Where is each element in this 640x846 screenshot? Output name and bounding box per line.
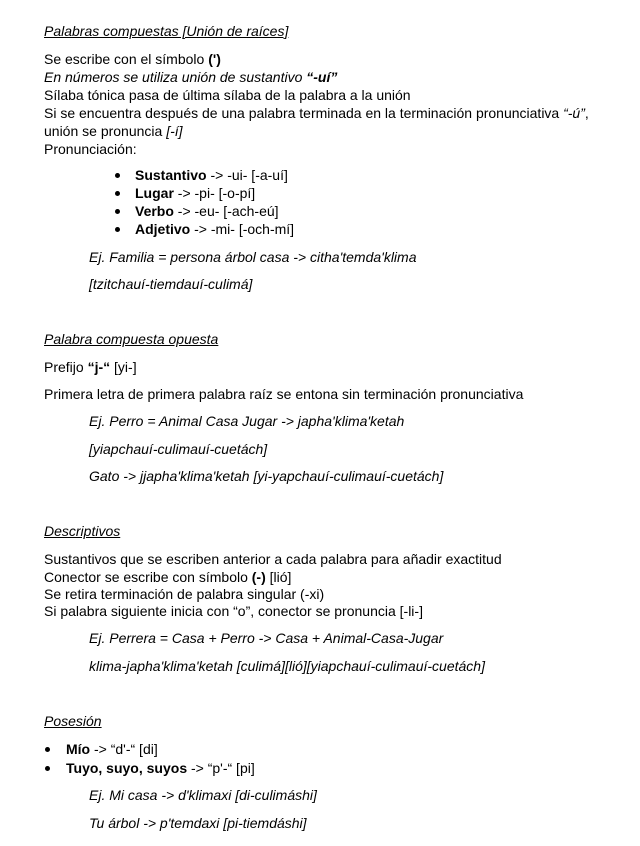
example-line: Tu árbol -> p'temdaxi [pi-tiemdáshi] [89, 815, 307, 831]
bullet-dot [115, 191, 120, 196]
text-line: Prefijo “j-“ [yi-] [44, 359, 137, 375]
text-line: Sustantivos que se escriben anterior a cada palabra para añadir exactitud [44, 551, 502, 567]
list-item: Tuyo, suyo, suyos -> “p'-“ [pi] [66, 760, 255, 776]
bullet-dot [45, 747, 50, 752]
example-line: Ej. Mi casa -> d'klimaxi [di-culimáshi] [89, 787, 317, 803]
list-item: Verbo -> -eu- [-ach-eú] [135, 203, 279, 219]
text-line: Si se encuentra después de una palabra terminada en la terminación pronunciativa “-ú”, [44, 105, 589, 121]
text-line: Si palabra siguiente inicia con “o”, conector se pronuncia [-li-] [44, 603, 423, 619]
list-item: Sustantivo -> -ui- [-a-uí] [135, 167, 288, 183]
text-line: En números se utiliza unión de sustantivo “-uí” [44, 69, 338, 85]
bullet-dot [115, 209, 120, 214]
list-item: Mío -> “d'-“ [di] [66, 741, 158, 757]
list-item: Adjetivo -> -mi- [-och-mí] [135, 221, 295, 237]
section-heading-palabras-compuestas: Palabras compuestas [Unión de raíces] [44, 23, 289, 39]
list-item: Lugar -> -pi- [-o-pí] [135, 185, 256, 201]
text-line: Se escribe con el símbolo (') [44, 51, 221, 67]
example-line: klima-japha'klima'ketah [culimá][lió][yiapchauí-culimauí-cuetách] [89, 658, 485, 674]
example-line: [yiapchauí-culimauí-cuetách] [89, 441, 268, 457]
example-line: Ej. Perrera = Casa + Perro -> Casa + Animal-Casa-Jugar [89, 630, 444, 646]
text-line: Primera letra de primera palabra raíz se entona sin terminación pronunciativa [44, 386, 524, 402]
section-heading-descriptivos: Descriptivos [44, 523, 121, 539]
text-line: Sílaba tónica pasa de última sílaba de la palabra a la unión [44, 87, 411, 103]
bullet-dot [45, 766, 50, 771]
section-heading-posesion: Posesión [44, 713, 102, 729]
example-line: [tzitchauí-tiemdauí-culimá] [89, 276, 253, 292]
text-line: Pronunciación: [44, 141, 137, 157]
section-heading-palabra-compuesta-opuesta: Palabra compuesta opuesta [44, 331, 219, 347]
text-line: unión se pronuncia [-í] [44, 123, 183, 139]
text-line: Conector se escribe con símbolo (-) [lió] [44, 569, 292, 585]
example-line: Ej. Familia = persona árbol casa -> citha'temda'klima [89, 249, 417, 265]
bullet-dot [115, 227, 120, 232]
text-line: Se retira terminación de palabra singular (-xi) [44, 586, 325, 602]
bullet-dot [115, 173, 120, 178]
example-line: Gato -> jjapha'klima'ketah [yi-yapchauí-culimauí-cuetách] [89, 468, 444, 484]
example-line: Ej. Perro = Animal Casa Jugar -> japha'klima'ketah [89, 413, 405, 429]
